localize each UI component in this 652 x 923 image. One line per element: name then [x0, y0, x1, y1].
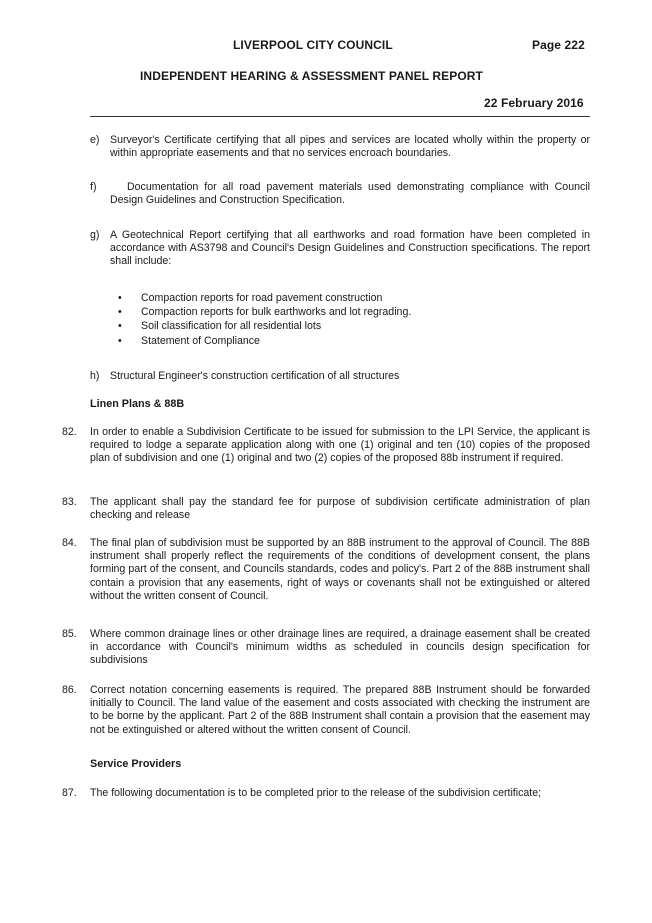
bullet-icon: •: [118, 335, 122, 347]
list-item-text: Compaction reports for bulk earthworks and lot regrading.: [141, 306, 412, 318]
item-text: Correct notation concerning easements is required. The prepared 88B Instrument should be forwarded initially to Council. The land value of the easement and costs associated with checking the instrument are to be borne by the applicant. Part 2 of the 88B Instrument shall contain a provision that the easement may not be extinguished or altered without the written consent of Council.: [90, 684, 590, 736]
list-item-text: Soil classification for all residential lots: [141, 320, 322, 332]
item-text: The applicant shall pay the standard fee for purpose of subdivision certificate administration of plan checking and release: [90, 496, 590, 522]
section-heading-service-providers: Service Providers: [90, 758, 182, 770]
section-heading-linen-plans: Linen Plans & 88B: [90, 398, 185, 410]
item-text: Documentation for all road pavement materials used demonstrating compliance with Council Design Guidelines and Construction Specification.: [110, 181, 590, 207]
item-label: e): [90, 134, 100, 146]
bullet-icon: •: [118, 292, 122, 304]
item-text: Where common drainage lines or other drainage lines are required, a drainage easement shall be created in accordance with Council's minimum widths as scheduled in councils design specification for subdivisions: [90, 628, 590, 667]
item-number: 83.: [62, 496, 77, 508]
list-item-text: Statement of Compliance: [141, 335, 260, 347]
item-label: h): [90, 370, 100, 382]
item-number: 84.: [62, 537, 77, 549]
item-text: Surveyor's Certificate certifying that all pipes and services are located wholly within the property or within appropriate easements and that no services encroach boundaries.: [110, 134, 590, 160]
item-text: The following documentation is to be completed prior to the release of the subdivision certificate;: [90, 787, 542, 799]
item-text: A Geotechnical Report certifying that all earthworks and road formation have been completed in accordance with AS3798 and Council's Design Guidelines and Construction specifications. The report shall include:: [110, 229, 590, 268]
report-title: INDEPENDENT HEARING & ASSESSMENT PANEL REPORT: [140, 69, 483, 83]
header-divider: [90, 116, 590, 117]
item-number: 87.: [62, 787, 77, 799]
item-text: Structural Engineer's construction certification of all structures: [110, 370, 400, 382]
item-text: In order to enable a Subdivision Certificate to be issued for submission to the LPI Service, the applicant is required to lodge a separate application along with one (1) original and ten (10) copies of the proposed plan of subdivision and one (1) original and two (2) copies of the proposed 88b instrument if required.: [90, 426, 590, 465]
item-number: 85.: [62, 628, 77, 640]
item-label: f): [90, 181, 97, 193]
list-item-text: Compaction reports for road pavement construction: [141, 292, 383, 304]
item-label: g): [90, 229, 100, 241]
bullet-icon: •: [118, 306, 122, 318]
item-number: 82.: [62, 426, 77, 438]
bullet-icon: •: [118, 320, 122, 332]
item-number: 86.: [62, 684, 77, 696]
report-date: 22 February 2016: [484, 96, 584, 110]
council-name: LIVERPOOL CITY COUNCIL: [233, 38, 393, 52]
item-text: The final plan of subdivision must be supported by an 88B instrument to the approval of Council. The 88B instrument shall properly reflect the requirements of the conditions of development consent, the plans forming part of the consent, and Councils standards, codes and policy's. Part 2 of the 88B instrument shall contain a provision that any easements, right of ways or covenants shall not be extinguished or altered without the written consent of Council.: [90, 537, 590, 602]
page-number: Page 222: [532, 38, 585, 52]
